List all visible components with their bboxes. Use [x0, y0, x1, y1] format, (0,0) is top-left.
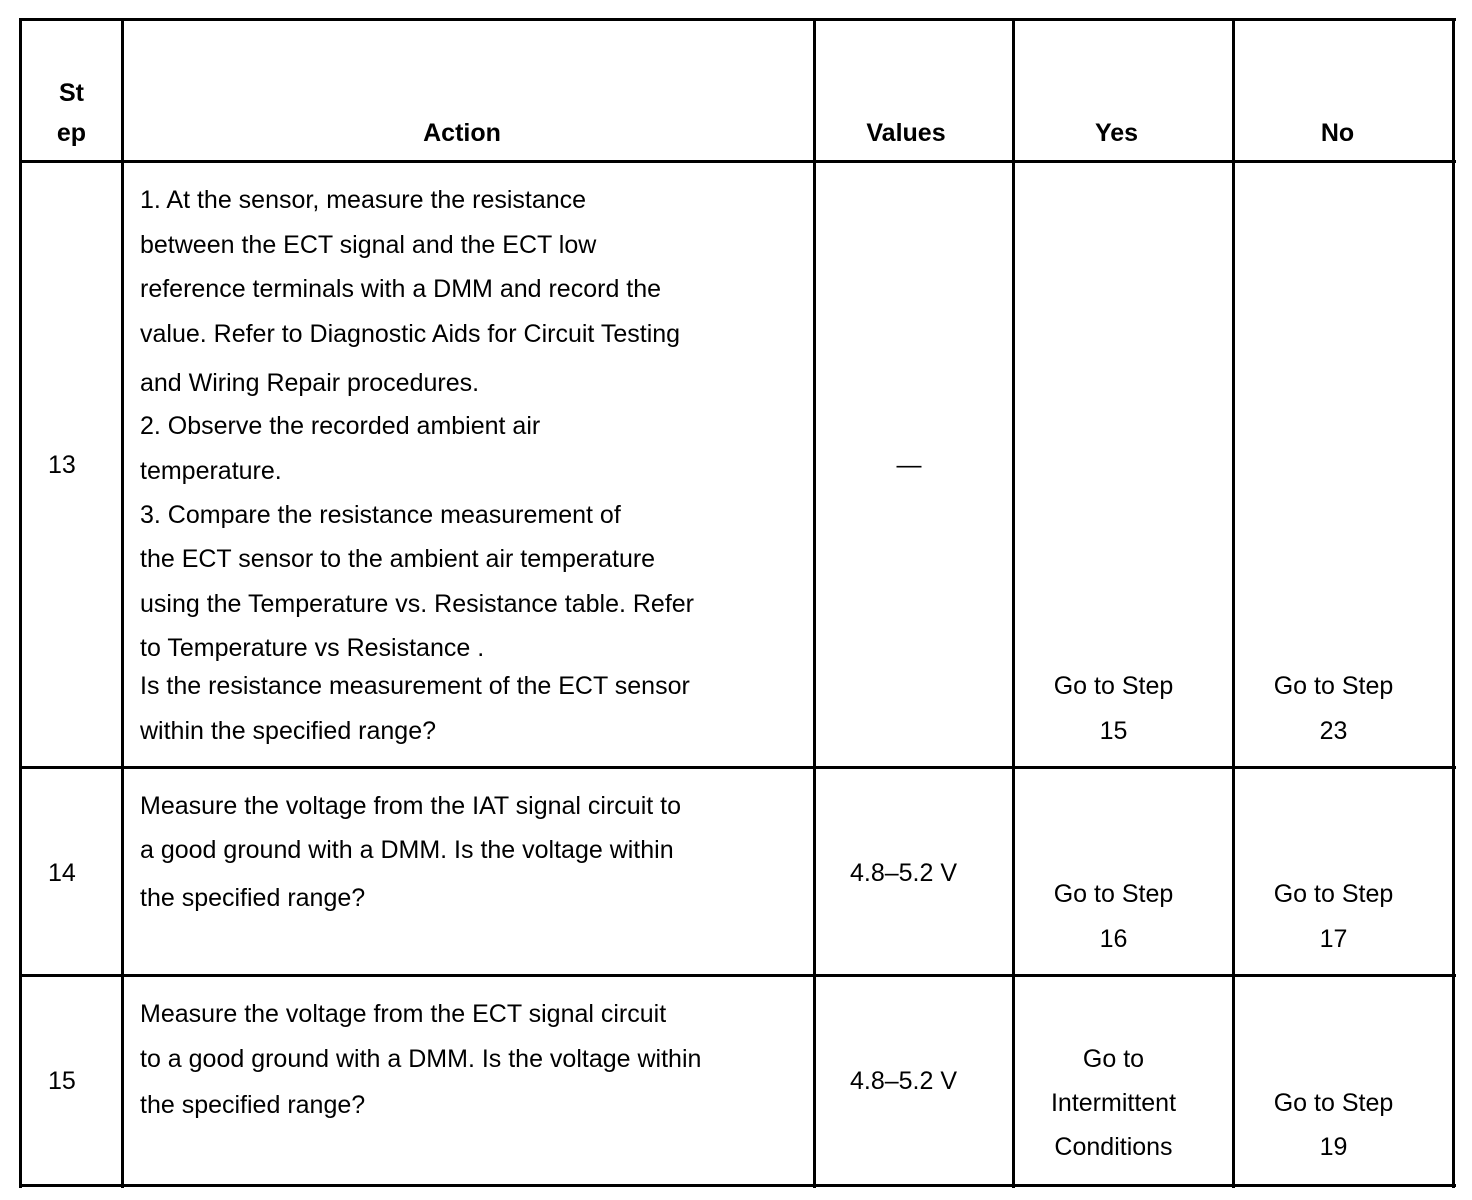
step-number: 15: [48, 1067, 76, 1095]
value-cell: 4.8–5.2 V: [849, 859, 958, 887]
header-no: No: [1320, 119, 1355, 147]
header-values: Values: [866, 119, 946, 147]
row-divider: [19, 974, 1456, 977]
header-action: Action: [423, 119, 501, 147]
header-yes: Yes: [1094, 119, 1139, 147]
column-divider: [813, 18, 816, 1188]
action-line: and Wiring Repair procedures.: [140, 369, 480, 397]
header-divider: [19, 160, 1456, 163]
action-line: a good ground with a DMM. Is the voltage within: [140, 836, 674, 864]
column-divider: [121, 18, 124, 1188]
no-action: 19: [1319, 1133, 1348, 1161]
action-line: to Temperature vs Resistance .: [140, 634, 485, 662]
column-divider: [1232, 18, 1235, 1188]
table-border-right: [1452, 18, 1455, 1188]
step-number: 13: [48, 451, 76, 479]
action-line: reference terminals with a DMM and record the: [140, 275, 662, 303]
yes-action: Intermittent: [1050, 1089, 1177, 1117]
no-action: Go to Step: [1273, 1089, 1394, 1117]
column-divider: [1012, 18, 1015, 1188]
no-action: Go to Step: [1273, 672, 1394, 700]
action-line: 2. Observe the recorded ambient air: [140, 412, 541, 440]
row-divider: [19, 766, 1456, 769]
yes-action: Go to: [1082, 1045, 1145, 1073]
table-border-top: [19, 18, 1456, 21]
action-line: the specified range?: [140, 884, 366, 912]
table-border-bottom: [19, 1184, 1456, 1187]
yes-action: 15: [1099, 717, 1128, 745]
action-line: between the ECT signal and the ECT low: [140, 231, 597, 259]
value-cell: —: [896, 451, 922, 479]
action-line: the specified range?: [140, 1091, 366, 1119]
action-line: value. Refer to Diagnostic Aids for Circuit Testing: [140, 320, 681, 348]
action-line: to a good ground with a DMM. Is the voltage within: [140, 1045, 702, 1073]
yes-action: Conditions: [1054, 1133, 1173, 1161]
action-line: the ECT sensor to the ambient air temperature: [140, 545, 656, 573]
no-action: 17: [1319, 925, 1348, 953]
action-line: Measure the voltage from the ECT signal circuit: [140, 1000, 667, 1028]
action-line: Measure the voltage from the IAT signal circuit to: [140, 792, 681, 820]
header-step-line2: ep: [56, 119, 87, 147]
no-action: Go to Step: [1273, 880, 1394, 908]
yes-action: 16: [1099, 925, 1128, 953]
action-line: 3. Compare the resistance measurement of: [140, 501, 621, 529]
yes-action: Go to Step: [1053, 672, 1174, 700]
action-line: temperature.: [140, 457, 282, 485]
action-line: 1. At the sensor, measure the resistance: [140, 186, 587, 214]
no-action: 23: [1319, 717, 1348, 745]
action-line: Is the resistance measurement of the ECT sensor: [140, 672, 690, 700]
action-line: using the Temperature vs. Resistance table. Refer: [140, 590, 694, 618]
step-number: 14: [48, 859, 76, 887]
header-step-line1: St: [59, 79, 84, 107]
yes-action: Go to Step: [1053, 880, 1174, 908]
value-cell: 4.8–5.2 V: [849, 1067, 958, 1095]
table-border-left: [19, 18, 22, 1188]
action-line: within the specified range?: [140, 717, 437, 745]
